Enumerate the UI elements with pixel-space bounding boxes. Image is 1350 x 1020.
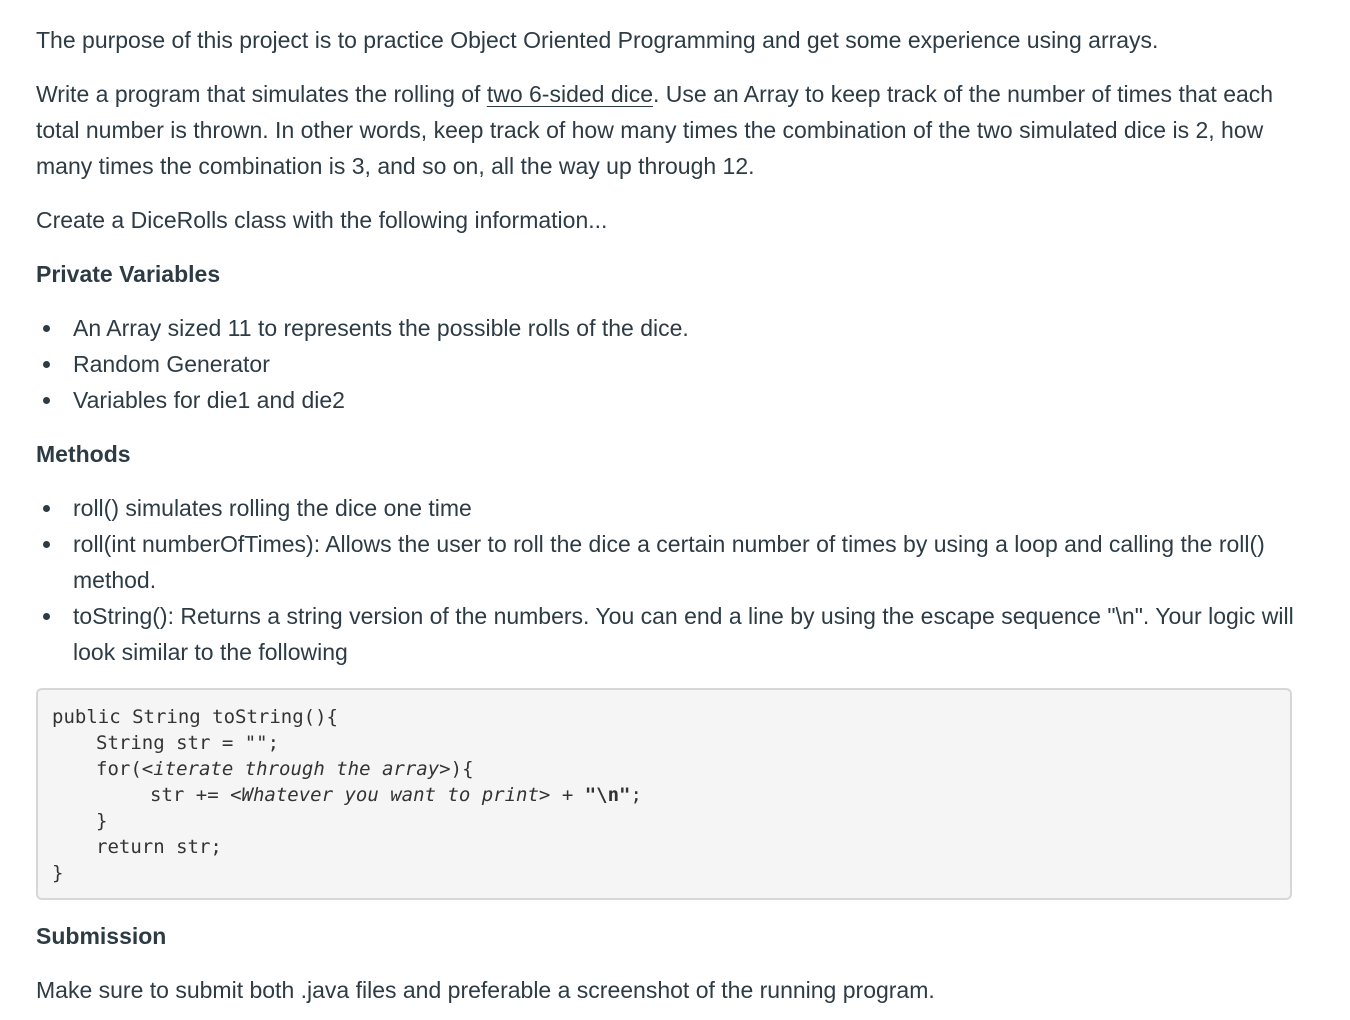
dice-link[interactable]: two 6-sided dice [486,81,654,107]
code-line: return str; [96,836,222,858]
intro-paragraph: The purpose of this project is to practice Object Oriented Programming and get some experience using arrays. [36,27,1159,53]
create-class-paragraph: Create a DiceRolls class with the following information... [36,207,608,233]
submission-heading: Submission [36,923,167,949]
code-token: str += [150,784,231,806]
list-item: roll(int numberOfTimes): Allows the user to roll the dice a certain number of times by using a loop and calling the roll() method. [73,526,1314,598]
code-string: "\n" [584,784,631,806]
task-paragraph [36,76,1314,184]
private-variables-list [36,310,1314,418]
code-line: } [96,810,108,832]
code-token: ; [630,784,642,806]
list-item: toString(): Returns a string version of the numbers. You can end a line by using the escape sequence "\n". Your logic will look similar to the following [73,598,1314,670]
code-line [52,782,1276,808]
task-text-after-link: . Use an Array to keep track of the number of times that each total number is thrown. In other words, keep track of how many times the combination of the two simulated dice is 2, how many times the combination is 3, and so on, all the way up through 12. [36,81,1274,179]
list-item: Random Generator [73,346,1314,382]
code-token: ){ [450,758,474,780]
code-token: for( [96,758,142,780]
code-line [52,756,1276,782]
code-line: String str = ""; [96,732,280,754]
code-line: } [52,862,64,884]
code-block [36,688,1292,900]
methods-list [36,490,1314,670]
private-variables-heading: Private Variables [36,261,221,287]
methods-heading: Methods [36,441,131,467]
submission-paragraph: Make sure to submit both .java files and preferable a screenshot of the running program. [36,977,935,1003]
list-item: An Array sized 11 to represents the possible rolls of the dice. [73,310,1314,346]
code-token: + [550,784,585,806]
list-item: Variables for die1 and die2 [73,382,1314,418]
list-item: roll() simulates rolling the dice one time [73,490,1314,526]
code-line: public String toString(){ [52,706,338,728]
code-placeholder: <iterate through the array> [141,758,451,780]
task-text-before-link: Write a program that simulates the rolling of [36,81,487,107]
code-placeholder: <Whatever you want to print> [230,784,551,806]
